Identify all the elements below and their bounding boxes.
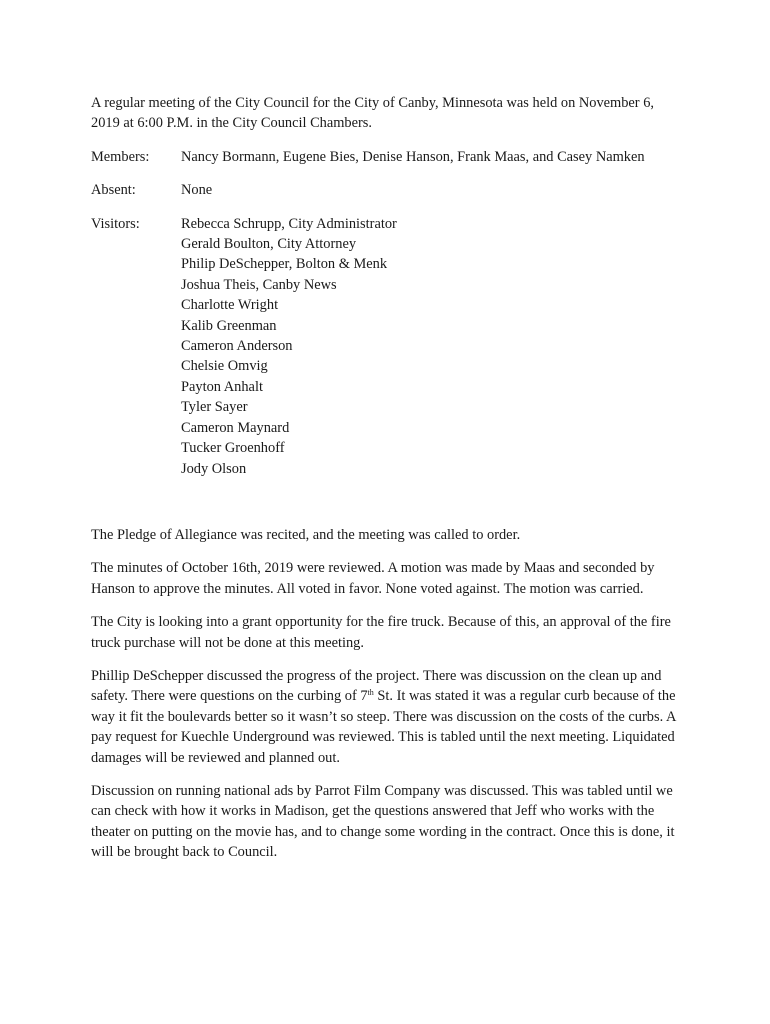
visitor-item: Payton Anhalt xyxy=(181,378,263,395)
visitor-item: Philip DeSchepper, Bolton & Menk xyxy=(181,256,388,273)
pledge-paragraph: The Pledge of Allegiance was recited, and the meeting was called to order. xyxy=(91,526,521,543)
visitors-list xyxy=(181,214,681,479)
visitors-row xyxy=(91,214,681,479)
visitors-label: Visitors: xyxy=(91,215,140,232)
project-text-part2: St. It was stated it was a regular curb because of the way it fit the boulevards better so it wasn’t so steep. There was discussion on the costs of the curbs. A pay request for Kuechle Underground was reviewed. This is tabled until the next meeting. Liquidated damages will be reviewed and planned out. xyxy=(91,688,676,766)
minutes-paragraph: The minutes of October 16th, 2019 were reviewed. A motion was made by Maas and seconded by Hanson to approve the minutes. All voted in favor. None voted against. The motion was carried. xyxy=(91,560,655,597)
visitor-item: Cameron Anderson xyxy=(181,338,293,355)
section-spacer xyxy=(91,492,681,525)
visitor-item: Cameron Maynard xyxy=(181,419,290,436)
ads-paragraph: Discussion on running national ads by Parrot Film Company was discussed. This was tabled until we can check with how it works in Madison, get the questions answered that Jeff who works with the theater on putting on the movie has, and to change some wording in the contract. Once this is done, it will be brought back to Council. xyxy=(91,782,675,861)
minutes-document xyxy=(91,93,681,876)
visitor-item: Chelsie Omvig xyxy=(181,358,268,375)
members-row xyxy=(91,147,681,167)
members-label: Members: xyxy=(91,148,150,165)
visitor-item: Joshua Theis, Canby News xyxy=(181,276,337,293)
fire-truck-paragraph: The City is looking into a grant opportunity for the fire truck. Because of this, an approval of the fire truck purchase will not be done at this meeting. xyxy=(91,614,671,651)
visitor-item: Tyler Sayer xyxy=(181,399,248,416)
intro-paragraph: A regular meeting of the City Council for the City of Canby, Minnesota was held on November 6, 2019 at 6:00 P.M. in the City Council Chambers. xyxy=(91,95,654,132)
absent-label: Absent: xyxy=(91,182,136,199)
visitor-item: Gerald Boulton, City Attorney xyxy=(181,236,357,253)
visitor-item: Kalib Greenman xyxy=(181,317,277,334)
visitor-item: Rebecca Schrupp, City Administrator xyxy=(181,215,397,232)
ordinal-suffix: th xyxy=(367,688,374,698)
visitor-item: Charlotte Wright xyxy=(181,297,279,314)
project-text-part1: Phillip DeSchepper discussed the progress of the project. There was discussion on the clean up and safety. There were questions on the curbing of 7 xyxy=(91,667,662,705)
absent-row xyxy=(91,180,681,200)
visitor-item: Tucker Groenhoff xyxy=(181,440,285,457)
members-value: Nancy Bormann, Eugene Bies, Denise Hanson, Frank Maas, and Casey Namken xyxy=(181,148,645,165)
project-paragraph xyxy=(91,666,681,768)
visitor-item: Jody Olson xyxy=(181,460,247,477)
absent-value: None xyxy=(181,182,213,199)
